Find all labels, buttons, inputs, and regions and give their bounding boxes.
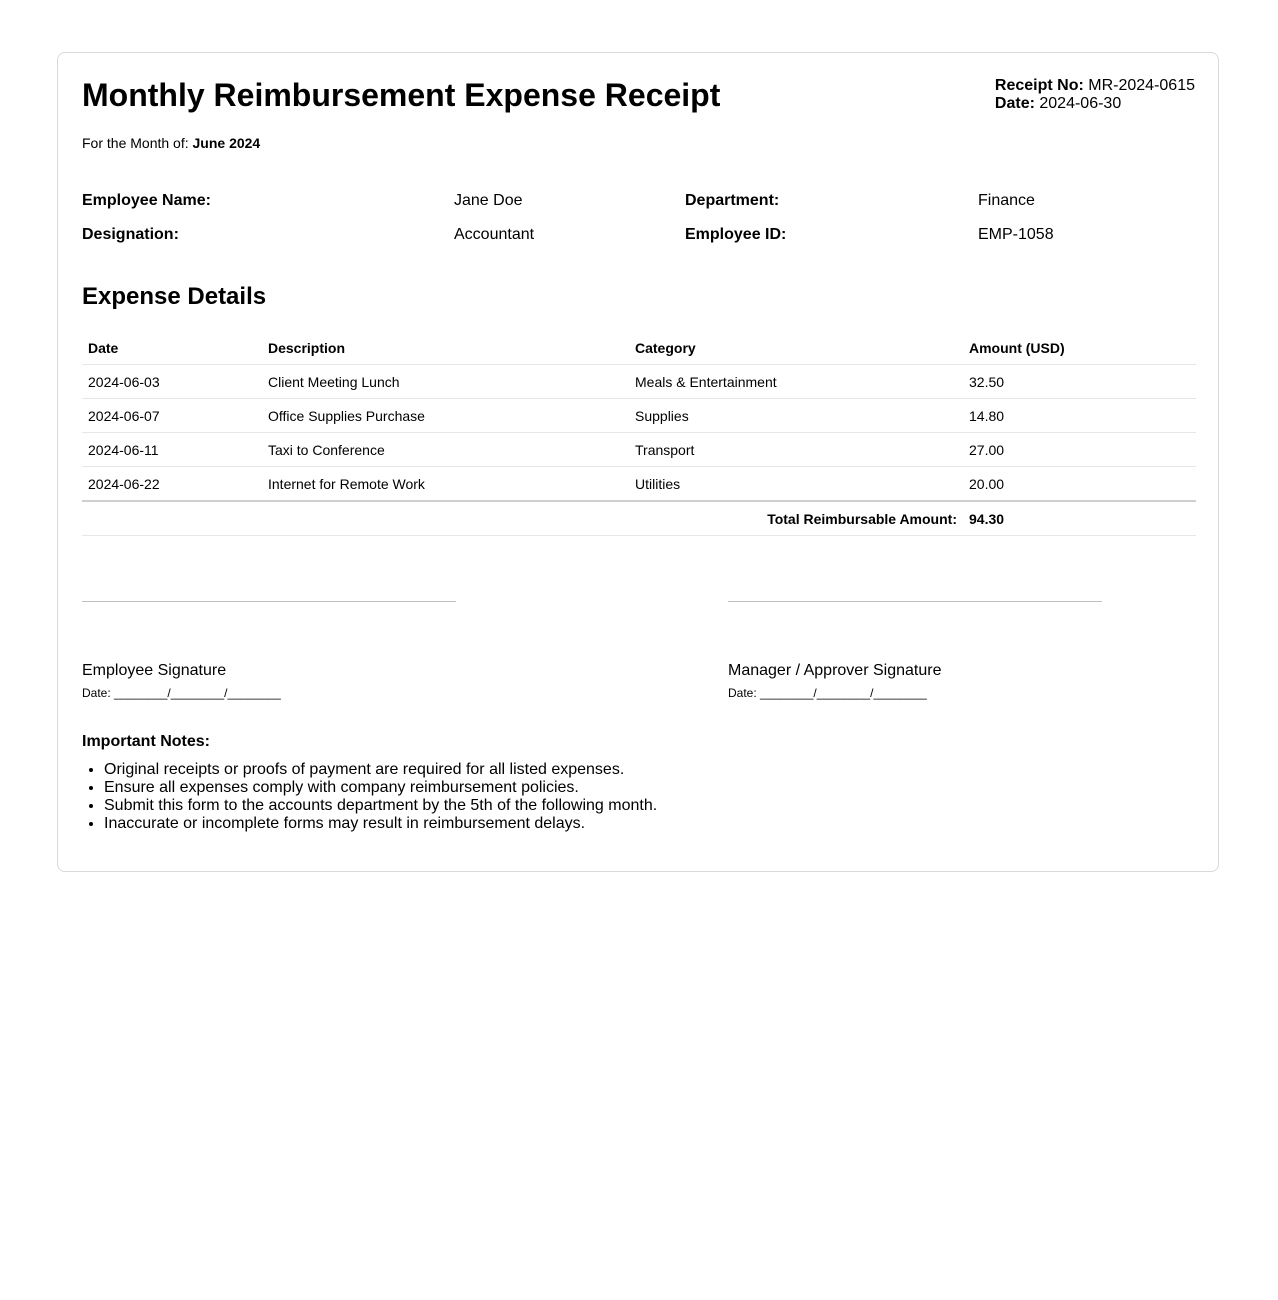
employee-signature-date: Date: ________/________/________ <box>82 686 281 700</box>
row-amount: 27.00 <box>963 433 1196 467</box>
table-row <box>82 365 1196 399</box>
receipt-card <box>57 52 1219 872</box>
receipt-number-label: Receipt No: <box>994 77 1084 94</box>
row-description: Office Supplies Purchase <box>262 399 629 433</box>
notes-title: Important Notes: <box>82 733 210 750</box>
employee-id-value: EMP-1058 <box>978 226 1054 243</box>
employee-name-value: Jane Doe <box>454 192 523 209</box>
row-category: Transport <box>629 433 963 467</box>
row-amount: 20.00 <box>963 467 1196 502</box>
total-amount: 94.30 <box>963 501 1196 536</box>
row-category: Meals & Entertainment <box>629 365 963 399</box>
row-description: Client Meeting Lunch <box>262 365 629 399</box>
row-category: Utilities <box>629 467 963 502</box>
designation-value: Accountant <box>454 226 535 243</box>
department-label: Department: <box>685 192 780 209</box>
list-item: • Submit this form to the accounts department by the 5th of the following month. <box>104 797 657 815</box>
receipt-number <box>995 77 1195 95</box>
expense-table-header <box>82 331 1196 365</box>
employee-signature-label: Employee Signature <box>82 662 227 679</box>
total-row <box>82 501 1196 536</box>
table-row <box>82 467 1196 502</box>
employee-name-label: Employee Name: <box>82 192 211 209</box>
manager-signature-date: Date: ________/________/________ <box>728 686 927 700</box>
billing-month-value: June 2024 <box>192 135 261 151</box>
expense-table <box>82 331 1196 536</box>
row-description: Taxi to Conference <box>262 433 629 467</box>
notes-list <box>82 761 657 833</box>
list-item: • Inaccurate or incomplete forms may result in reimbursement delays. <box>104 815 657 833</box>
table-row <box>82 399 1196 433</box>
billing-month <box>82 135 260 151</box>
row-amount: 32.50 <box>963 365 1196 399</box>
manager-signature-label: Manager / Approver Signature <box>728 662 942 679</box>
column-header-description: Description <box>262 331 629 365</box>
page-title: Monthly Reimbursement Expense Receipt <box>82 77 721 113</box>
row-description: Internet for Remote Work <box>262 467 629 502</box>
receipt-date <box>995 95 1195 113</box>
billing-month-label: For the Month of: <box>82 135 189 151</box>
row-amount: 14.80 <box>963 399 1196 433</box>
column-header-date: Date <box>82 331 262 365</box>
receipt-date-label: Date: <box>994 95 1035 112</box>
row-date: 2024-06-11 <box>82 433 262 467</box>
list-item: • Ensure all expenses comply with company reimbursement policies. <box>104 779 657 797</box>
receipt-number-value: MR-2024-0615 <box>1088 77 1195 94</box>
designation-label: Designation: <box>82 226 179 243</box>
expense-details-title: Expense Details <box>82 283 267 310</box>
column-header-amount: Amount (USD) <box>963 331 1196 365</box>
row-date: 2024-06-22 <box>82 467 262 502</box>
row-date: 2024-06-07 <box>82 399 262 433</box>
manager-signature-line <box>728 601 1102 602</box>
receipt-date-value: 2024-06-30 <box>1039 95 1122 112</box>
total-label: Total Reimbursable Amount: <box>82 501 963 536</box>
column-header-category: Category <box>629 331 963 365</box>
row-category: Supplies <box>629 399 963 433</box>
employee-id-label: Employee ID: <box>685 226 787 243</box>
table-row <box>82 433 1196 467</box>
receipt-meta <box>995 77 1195 113</box>
department-value: Finance <box>978 192 1035 209</box>
list-item: • Original receipts or proofs of payment are required for all listed expenses. <box>104 761 657 779</box>
row-date: 2024-06-03 <box>82 365 262 399</box>
employee-signature-line <box>82 601 456 602</box>
